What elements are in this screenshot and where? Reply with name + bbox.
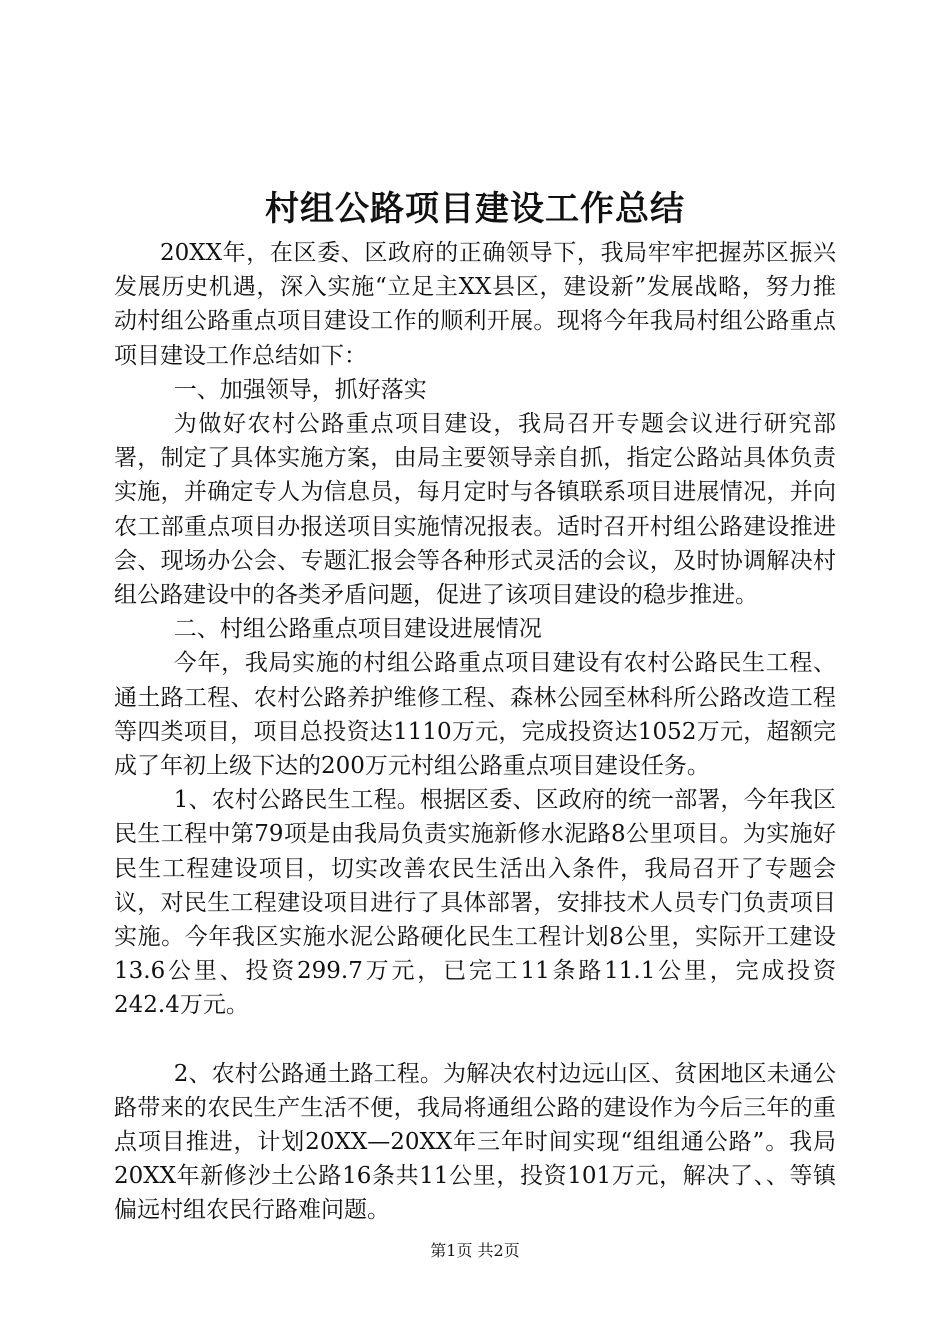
section-heading-2: 二、村组公路重点项目建设进展情况 [173, 616, 542, 643]
document-body [114, 236, 836, 1228]
intro-paragraph: 20XX年，在区委、区政府的正确领导下，我局牢牢把握苏区振兴发展历史机遇，深入实施“立足主XX县区，建设新”发展战略，努力推动村组公路重点项目建设工作的顺利开展。现将今年我局村组公路重点项目建设工作总结如下： [114, 240, 836, 369]
item-1-paragraph: 1、农村公路民生工程。根据区委、区政府的统一部署，今年我区民生工程中第79项是由我局负责实施新修水泥路8公里项目。为实施好民生工程建设项目，切实改善农民生活出入条件，我局召开了专题会议，对民生工程建设项目进行了具体部署，安排技术人员专门负责项目实施。今年我区实施水泥公路硬化民生工程计划8公里，实际开工建设13.6公里、投资299.7万元，已完工11条路11.1公里，完成投资242.4万元。 [114, 787, 836, 1019]
section-heading-1: 一、加强领导，抓好落实 [173, 376, 427, 403]
page-number-footer: 第1页 共2页 [430, 1241, 520, 1260]
section-1-paragraph: 为做好农村公路重点项目建设，我局召开专题会议进行研究部署，制定了具体实施方案，由局主要领导亲自抓，指定公路站具体负责实施，并确定专人为信息员，每月定时与各镇联系项目进展情况，并向农工部重点项目办报送项目实施情况报表。适时召开村组公路建设推进会、现场办公会、专题汇报会等各种形式灵活的会议，及时协调解决村组公路建设中的各类矛盾问题，促进了该项目建设的稳步推进。 [114, 411, 836, 609]
document-title: 村组公路项目建设工作总结 [265, 189, 685, 229]
item-2-paragraph: 2、农村公路通土路工程。为解决农村边远山区、贫困地区未通公路带来的农民生产生活不便，我局将通组公路的建设作为今后三年的重点项目推进，计划20XX—20XX年三年时间实现“组组通公路”。我局20XX年新修沙土公路16条共11公里，投资101万元，解决了、、等镇偏远村组农民行路难问题。 [114, 1060, 836, 1224]
section-2-paragraph: 今年，我局实施的村组公路重点项目建设有农村公路民生工程、通土路工程、农村公路养护维修工程、森林公园至林科所公路改造工程等四类项目，项目总投资达1110万元，完成投资达1052万元，超额完成了年初上级下达的200万元村组公路重点项目建设任务。 [114, 650, 836, 780]
